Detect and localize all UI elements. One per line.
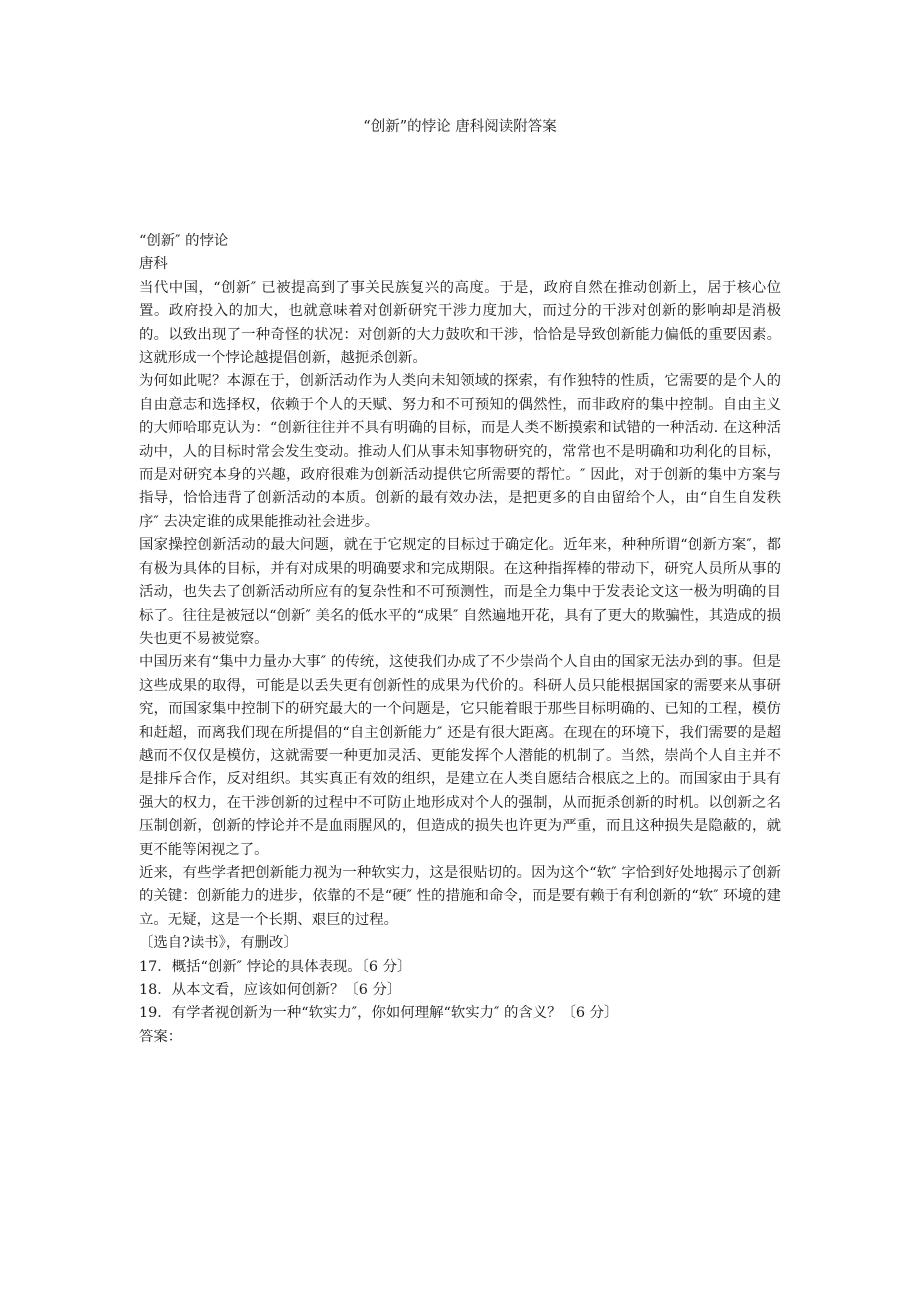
paragraph: 国家操控创新活动的最大问题，就在于它规定的目标过于确定化。近年来，种种所谓“创新方案″，都有极为具体的目标，并有对成果的明确要求和完成期限。在这种指挥棒的带动下，研究人员所从事的活动，也失去了创新活动所应有的复杂性和不可预测性，而是全力集中于发表论文这一极为明确的目标了。往往是被冠以“创新″ 美名的低水平的“成果″ 自然遍地开花，具有了更大的欺骗性，其造成的损失也更不易被觉察。	[139, 537, 781, 647]
paragraph: 近来，有些学者把创新能力视为一种软实力，这是很贴切的。因为这个“软″ 字恰到好处地揭示了创新的关键：创新能力的进步，依靠的不是“硬″ 性的措施和命令，而是要有赖于有利创新的“软″ 环境的建立。无疑，这是一个长期、艰巨的过程。	[139, 864, 781, 928]
paragraph: 中国历来有“集中力量办大事″ 的传统，这使我们办成了不少崇尚个人自由的国家无法办到的事。但是这些成果的取得，可能是以丢失更有创新性的成果为代价的。科研人员只能根据国家的需要来从事研究，而国家集中控制下的研究最大的一个问题是，它只能着眼于那些目标明确的、已知的工程，模仿和赶超，而离我们现在所提倡的“自主创新能力″ 还是有很大距离。在现在的环境下，我们需要的是超越而不仅仅是模仿，这就需要一种更加灵活、更能发挥个人潜能的机制了。当然，崇尚个人自主并不是排斥合作，反对组织。其实真正有效的组织，是建立在人类自愿结合根底之上的。而国家由于具有强大的权力，在干涉创新的过程中不可防止地形成对个人的强制，从而扼杀创新的时机。以创新之名压制创新，创新的悖论并不是血雨腥风的，但造成的损失也许更为严重，而且这种损失是隐蔽的，就更不能等闲视之了。	[139, 654, 781, 858]
article-author: 唐科	[139, 256, 168, 273]
article-heading: “创新″ 的悖论	[139, 233, 229, 249]
page-title: “创新”的悖论 唐科阅读附答案	[363, 119, 557, 135]
question-18: 18．从本文看，应该如何创新？〔6 分〕	[139, 982, 402, 998]
answer-label: 答案：	[139, 1028, 183, 1045]
article-body	[139, 230, 781, 1049]
paragraph: 当代中国，“创新″ 已被提高到了事关民族复兴的高度。于是，政府自然在推动创新上，居于核心位置。政府投入的加大，也就意味着对创新研究干涉力度加大，而过分的干涉对创新的影响却是消极的。以致出现了一种奇怪的状况：对创新的大力鼓吹和干涉，恰恰是导致创新能力偏低的重要因素。这就形成一个悖论越提倡创新，越扼杀创新。	[139, 279, 781, 367]
source-note: 〔选自?读书》，有删改〕	[139, 935, 298, 952]
question-19: 19．有学者视创新为一种“软实力″，你如何理解“软实力″ 的含义？〔6 分〕	[139, 1005, 619, 1022]
paragraph: 为何如此呢？本源在于，创新活动作为人类向未知领域的探索，有作独特的性质，它需要的是个人的自由意志和选择权，依赖于个人的天赋、努力和不可预知的偶然性，而非政府的集中控制。自由主义的大师哈耶克认为：“创新往往并不具有明确的目标，而是人类不断摸索和试错的一种活动. 在这种活动中，人的目标时常会发生变动。推动人们从事未知事物研究的，常常也不是明确和功利化的目标，而是对研究本身的兴趣，政府很难为创新活动提供它所需要的帮忙。″ 因此，对于创新的集中方案与指导，恰恰违背了创新活动的本质。创新的最有效办法，是把更多的自由留给个人，由“自生自发秩序″ 去决定谁的成果能推动社会进步。	[139, 373, 781, 530]
question-17: 17．概括“创新″ 悖论的具体表现。〔6 分〕	[139, 958, 412, 975]
